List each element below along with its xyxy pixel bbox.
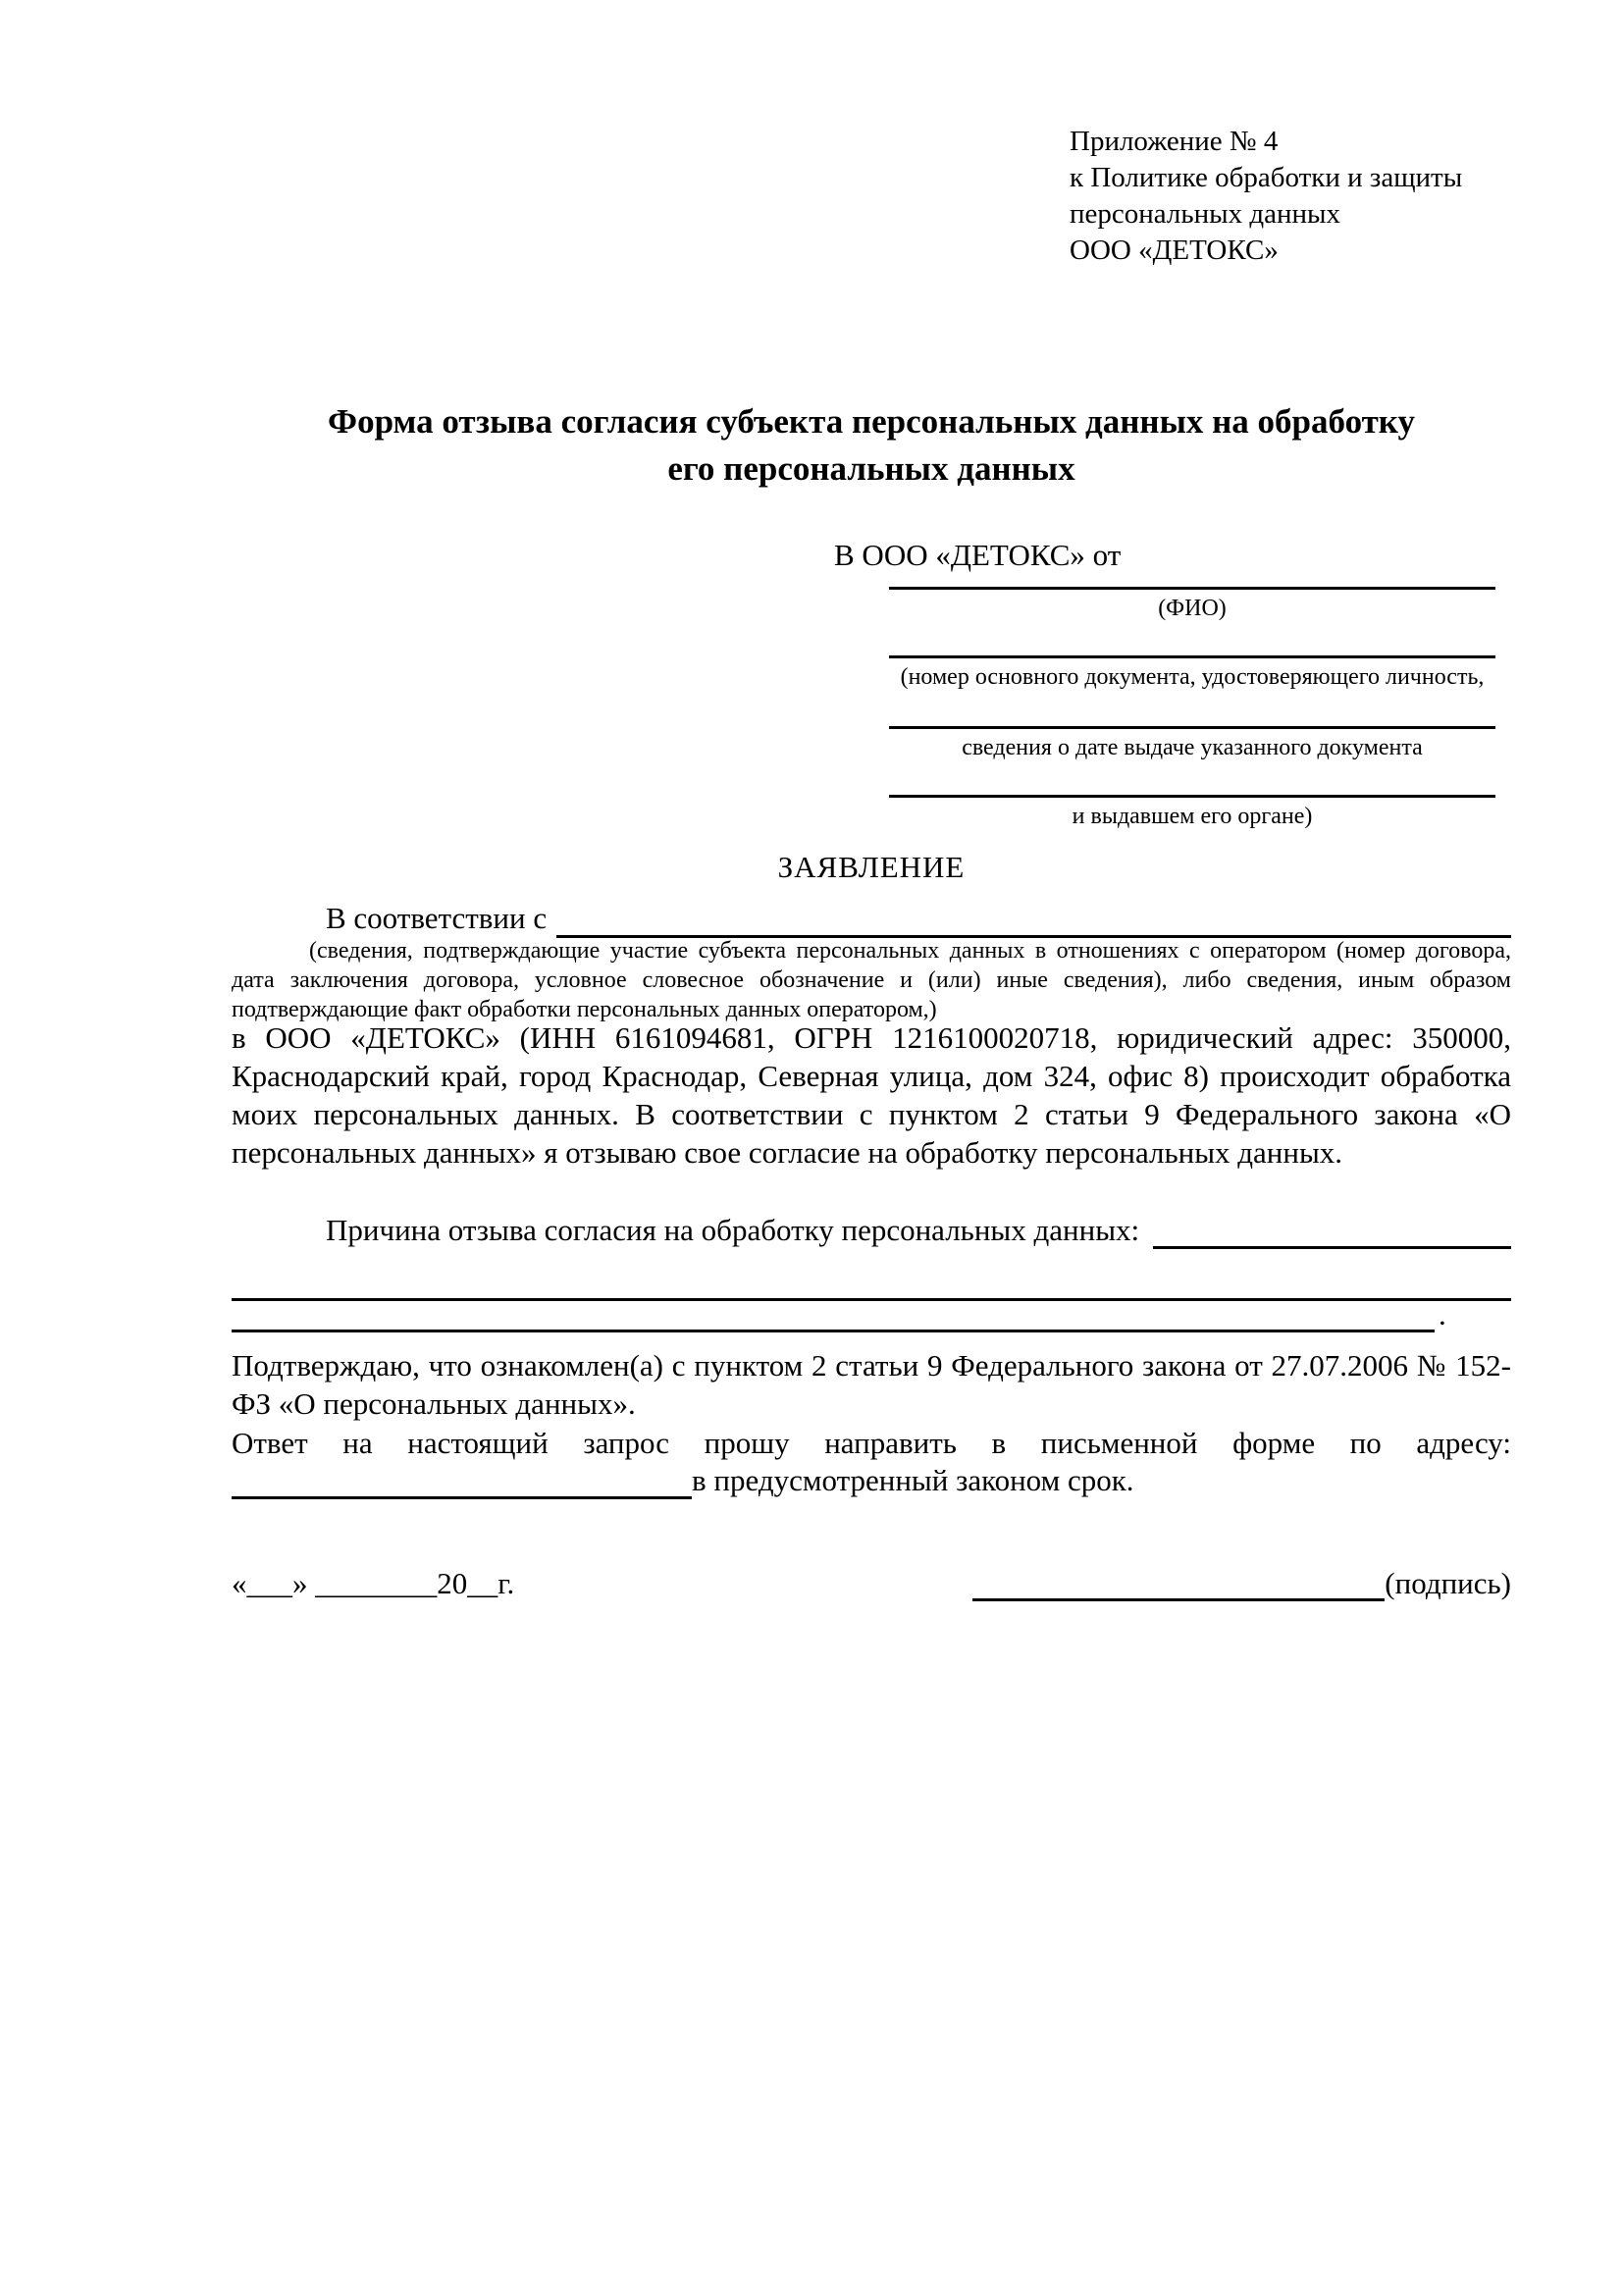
appendix-line: Приложение № 4 [1070,126,1279,157]
reply-paragraph-line: Ответ на настоящий запрос прошу направить в письменной форме по адресу: [232,1426,1511,1460]
blank-line-period: . [1439,1297,1446,1331]
issuer-field-caption: и выдавшем его органе) [1072,804,1313,829]
reply-address-row [232,1461,1511,1499]
addressee-line: В ООО «ДЕТОКС» от [834,538,1122,572]
title-line-2: его персональных данных [667,449,1075,488]
reason-line [232,1211,1511,1249]
reason-prefix: Причина отзыва согласия на обработку персональных данных: [326,1213,1140,1247]
document-title [232,398,1511,493]
statement-heading: ЗАЯВЛЕНИЕ [777,850,966,884]
field-row-issue-date [889,726,1495,761]
confirm-paragraph: Подтверждаю, что ознакомлен(а) с пунктом 2 статьи 9 Федерального закона от 27.07.2006 № 152-ФЗ «О персональных данных». [232,1348,1511,1421]
accordance-paragraph [232,899,1511,938]
field-row-document [889,655,1495,691]
appendix-line: персональных данных [1070,198,1341,230]
signature-row [232,1566,1511,1601]
field-row-issuer [889,795,1495,830]
reason-blank-line-2[interactable] [232,1297,1435,1332]
date-field[interactable]: «___» ________20__г. [232,1566,515,1600]
appendix-header [1070,124,1462,269]
signature-blank[interactable] [972,1569,1385,1601]
title-line-1: Форма отзыва согласия субъекта персональных данных на обработку [328,402,1415,441]
signature-caption: (подпись) [1385,1566,1511,1600]
fio-field-caption: (ФИО) [1158,596,1227,621]
appendix-line: ООО «ДЕТОКС» [1070,235,1279,266]
fine-print-note: (сведения, подтверждающие участие субъекта персональных данных в отношениях с оператором (номер договора, дата заключения договора, условное словесное обозначение и (или) иные сведения), либо сведения, иным образом подтверждающие факт обработки персональных данных оператором,) [232,938,1511,1022]
document-number-field-caption: (номер основного документа, удостоверяющего личность, [900,664,1485,690]
main-paragraph: в ООО «ДЕТОКС» (ИНН 6161094681, ОГРН 1216100020718, юридический адрес: 350000, Краснодарский край, город Краснодар, Северная улица, дом 324, офис 8) происходит обработка моих персональных данных. В соответствии с пунктом 2 статьи 9 Федерального закона «О персональных данных» я отзываю свое согласие на обработку персональных данных. [232,1020,1511,1170]
signature-area [972,1566,1511,1601]
field-row-fio [889,587,1495,622]
reason-blank-line-2-row [232,1295,1511,1332]
reply-address-blank[interactable] [232,1464,692,1499]
issue-date-field-caption: сведения о дате выдаче указанного документа [962,735,1423,760]
reason-blank[interactable] [1153,1214,1511,1249]
accordance-prefix: В соответствии с [326,901,548,935]
reply-tail: в предусмотренный законом срок. [692,1463,1134,1497]
appendix-line: к Политике обработки и защиты [1070,162,1463,193]
accordance-blank[interactable] [556,903,1511,938]
